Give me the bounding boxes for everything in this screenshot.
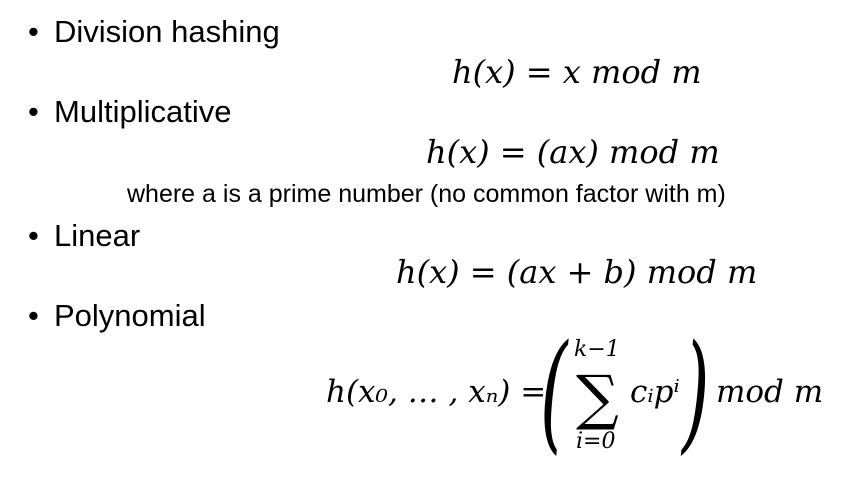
formula-poly-sigma: ∑ [576,363,619,433]
formula-note: where a is a prime number (no common factor with m) [127,180,726,208]
bullet-dot: • [28,14,39,49]
formula-poly-lower-limit: i=0 [576,429,616,454]
bullet-label-division: Division hashing [54,14,280,49]
bullet-dot: • [28,298,39,333]
formula-poly-upper-limit: k−1 [574,337,620,362]
bullet-dot: • [28,94,39,129]
formula-multiplicative: h(x) = (ax) mod m [426,133,720,171]
formula-poly-term: cᵢpⁱ [630,374,680,410]
bullet-label-linear: Linear [54,218,141,253]
formula-linear: h(x) = (ax + b) mod m [396,253,758,291]
bullet-dot: • [28,218,39,253]
formula-poly-lhs: h(x₀, … , xₙ) = [326,374,547,410]
formula-poly-paren-open: ( [540,318,568,467]
bullet-label-polynomial: Polynomial [54,298,206,333]
formula-poly-paren-close: ) [682,318,710,467]
formula-poly-suffix: mod m [716,374,824,410]
bullet-label-multiplicative: Multiplicative [54,94,232,129]
formula-division: h(x) = x mod m [452,53,702,91]
